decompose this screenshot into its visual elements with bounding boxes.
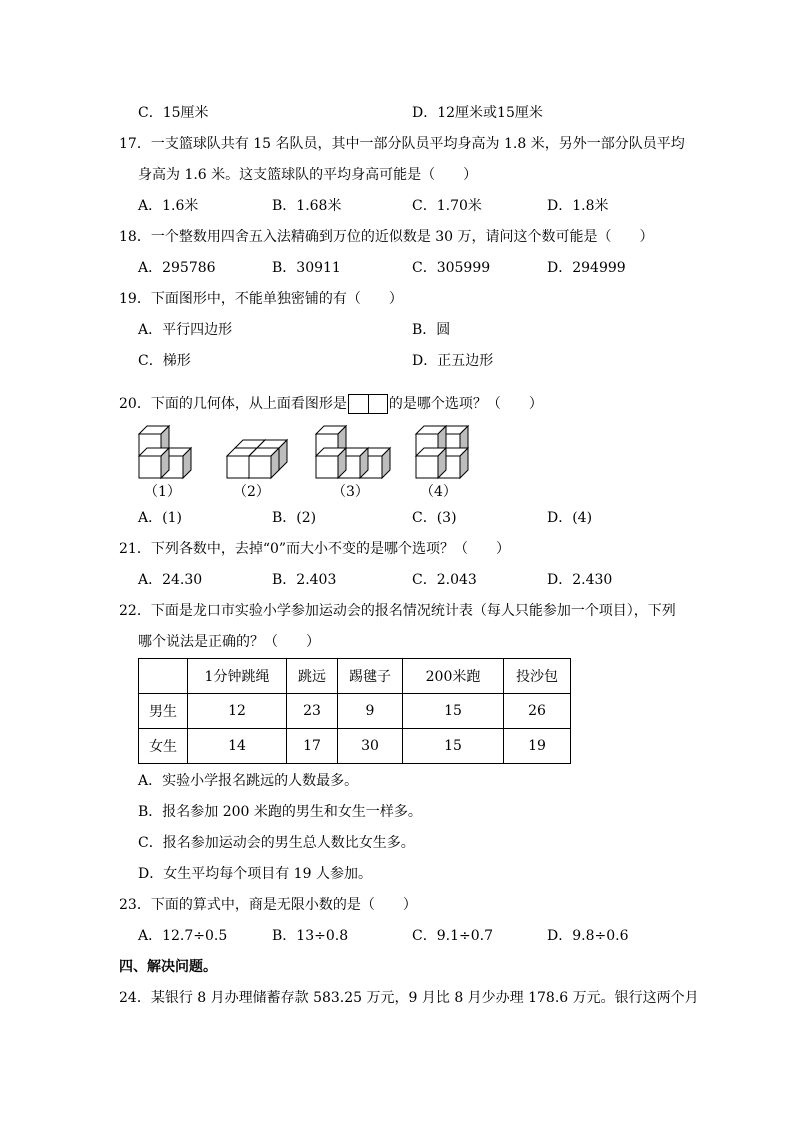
table-cell: 26 — [504, 694, 571, 729]
q21-option-d: D．2.430 — [547, 572, 613, 588]
figure-1 — [139, 426, 191, 478]
table-cell: 女生 — [139, 729, 188, 764]
q21-option-b: B．2.403 — [272, 572, 337, 588]
q22-option-c: C．报名参加运动会的男生总人数比女生多。 — [138, 835, 415, 851]
table-row — [139, 729, 571, 764]
figure-3-label: （3） — [332, 484, 369, 500]
q23-option-b: B．13÷0.8 — [272, 928, 349, 944]
q22-text-line1: 22．下面是龙口市实验小学参加运动会的报名情况统计表（每人只能参加一个项目），下列 — [119, 603, 676, 619]
q20-text — [119, 394, 543, 414]
table-header-cell: 1分钟跳绳 — [188, 659, 287, 694]
q20-option-a: A．(1) — [138, 510, 182, 526]
q22-option-b: B．报名参加 200 米跑的男生和女生一样多。 — [138, 804, 422, 820]
figure-2-label: （2） — [233, 484, 270, 500]
q18-option-b: B．30911 — [272, 260, 341, 276]
q19-option-d: D．正五边形 — [412, 353, 494, 369]
q20-text-suffix: 的是哪个选项？（ ） — [388, 396, 543, 412]
q20-option-d: D．(4) — [547, 510, 593, 526]
top-view-diagram — [348, 394, 388, 414]
q18-text: 18．一个整数用四舍五入法精确到万位的近似数是 30 万，请问这个数可能是（ ） — [119, 229, 654, 245]
figure-4-label: （4） — [420, 484, 457, 500]
q23-option-a: A．12.7÷0.5 — [138, 928, 228, 944]
q19-option-a: A．平行四边形 — [138, 322, 233, 338]
table-header-row — [139, 659, 571, 694]
q21-option-a: A．24.30 — [138, 572, 203, 588]
table-cell: 男生 — [139, 694, 188, 729]
table-row — [139, 694, 571, 729]
figure-4 — [416, 426, 468, 478]
q19-text: 19．下面图形中，不能单独密铺的有（ ） — [119, 291, 403, 307]
q17-text-line2: 身高为 1.6 米。这支篮球队的平均身高可能是（ ） — [138, 167, 478, 183]
q22-option-a: A．实验小学报名跳远的人数最多。 — [138, 773, 359, 789]
q23-option-c: C．9.1÷0.7 — [412, 928, 493, 944]
q17-option-b: B．1.68米 — [272, 198, 342, 214]
figure-3 — [316, 426, 390, 478]
q22-text-line2: 哪个说法是正确的？（ ） — [138, 634, 320, 650]
table-header-cell — [139, 659, 188, 694]
figure-2 — [227, 440, 287, 478]
q22-option-d: D．女生平均每个项目有 19 人参加。 — [138, 866, 372, 882]
section-heading: 四、解决问题。 — [119, 959, 217, 975]
q20-text-prefix: 20．下面的几何体，从上面看图形是 — [119, 396, 347, 412]
table-cell: 30 — [338, 729, 403, 764]
q21-text: 21．下列各数中，去掉“0”而大小不变的是哪个选项？（ ） — [119, 541, 511, 557]
table-cell: 14 — [188, 729, 287, 764]
q17-option-d: D．1.8米 — [547, 198, 609, 214]
q17-option-a: A．1.6米 — [138, 198, 199, 214]
figure-1-label: （1） — [144, 484, 181, 500]
table-header-cell: 200米跑 — [403, 659, 504, 694]
q19-option-b: B．圆 — [412, 322, 451, 338]
solid-figures — [130, 420, 480, 480]
q23-option-d: D．9.8÷0.6 — [547, 928, 629, 944]
q21-option-c: C．2.043 — [412, 572, 477, 588]
q20-option-c: C．(3) — [412, 510, 457, 526]
table-header-cell: 踢毽子 — [338, 659, 403, 694]
q16-option-c: C．15厘米 — [138, 105, 209, 121]
registration-table — [138, 658, 571, 764]
q18-option-c: C．305999 — [412, 260, 491, 276]
q23-text: 23．下面的算式中，商是无限小数的是（ ） — [119, 897, 417, 913]
table-cell: 19 — [504, 729, 571, 764]
table-header-cell: 跳远 — [287, 659, 338, 694]
q24-text: 24．某银行 8 月办理储蓄存款 583.25 万元，9 月比 8 月少办理 178.6 万元。银行这两个月 — [119, 990, 699, 1006]
q17-option-c: C．1.70米 — [412, 198, 482, 214]
table-cell: 12 — [188, 694, 287, 729]
table-cell: 15 — [403, 729, 504, 764]
q18-option-a: A．295786 — [138, 260, 216, 276]
q17-text-line1: 17．一支篮球队共有 15 名队员，其中一部分队员平均身高为 1.8 米，另外一部分队员平均 — [119, 136, 685, 152]
table-header-cell: 投沙包 — [504, 659, 571, 694]
table-cell: 9 — [338, 694, 403, 729]
q18-option-d: D．294999 — [547, 260, 626, 276]
q16-option-d: D．12厘米或15厘米 — [412, 105, 543, 121]
q19-option-c: C．梯形 — [138, 353, 191, 369]
q20-option-b: B．(2) — [272, 510, 317, 526]
table-cell: 17 — [287, 729, 338, 764]
table-cell: 23 — [287, 694, 338, 729]
table-cell: 15 — [403, 694, 504, 729]
